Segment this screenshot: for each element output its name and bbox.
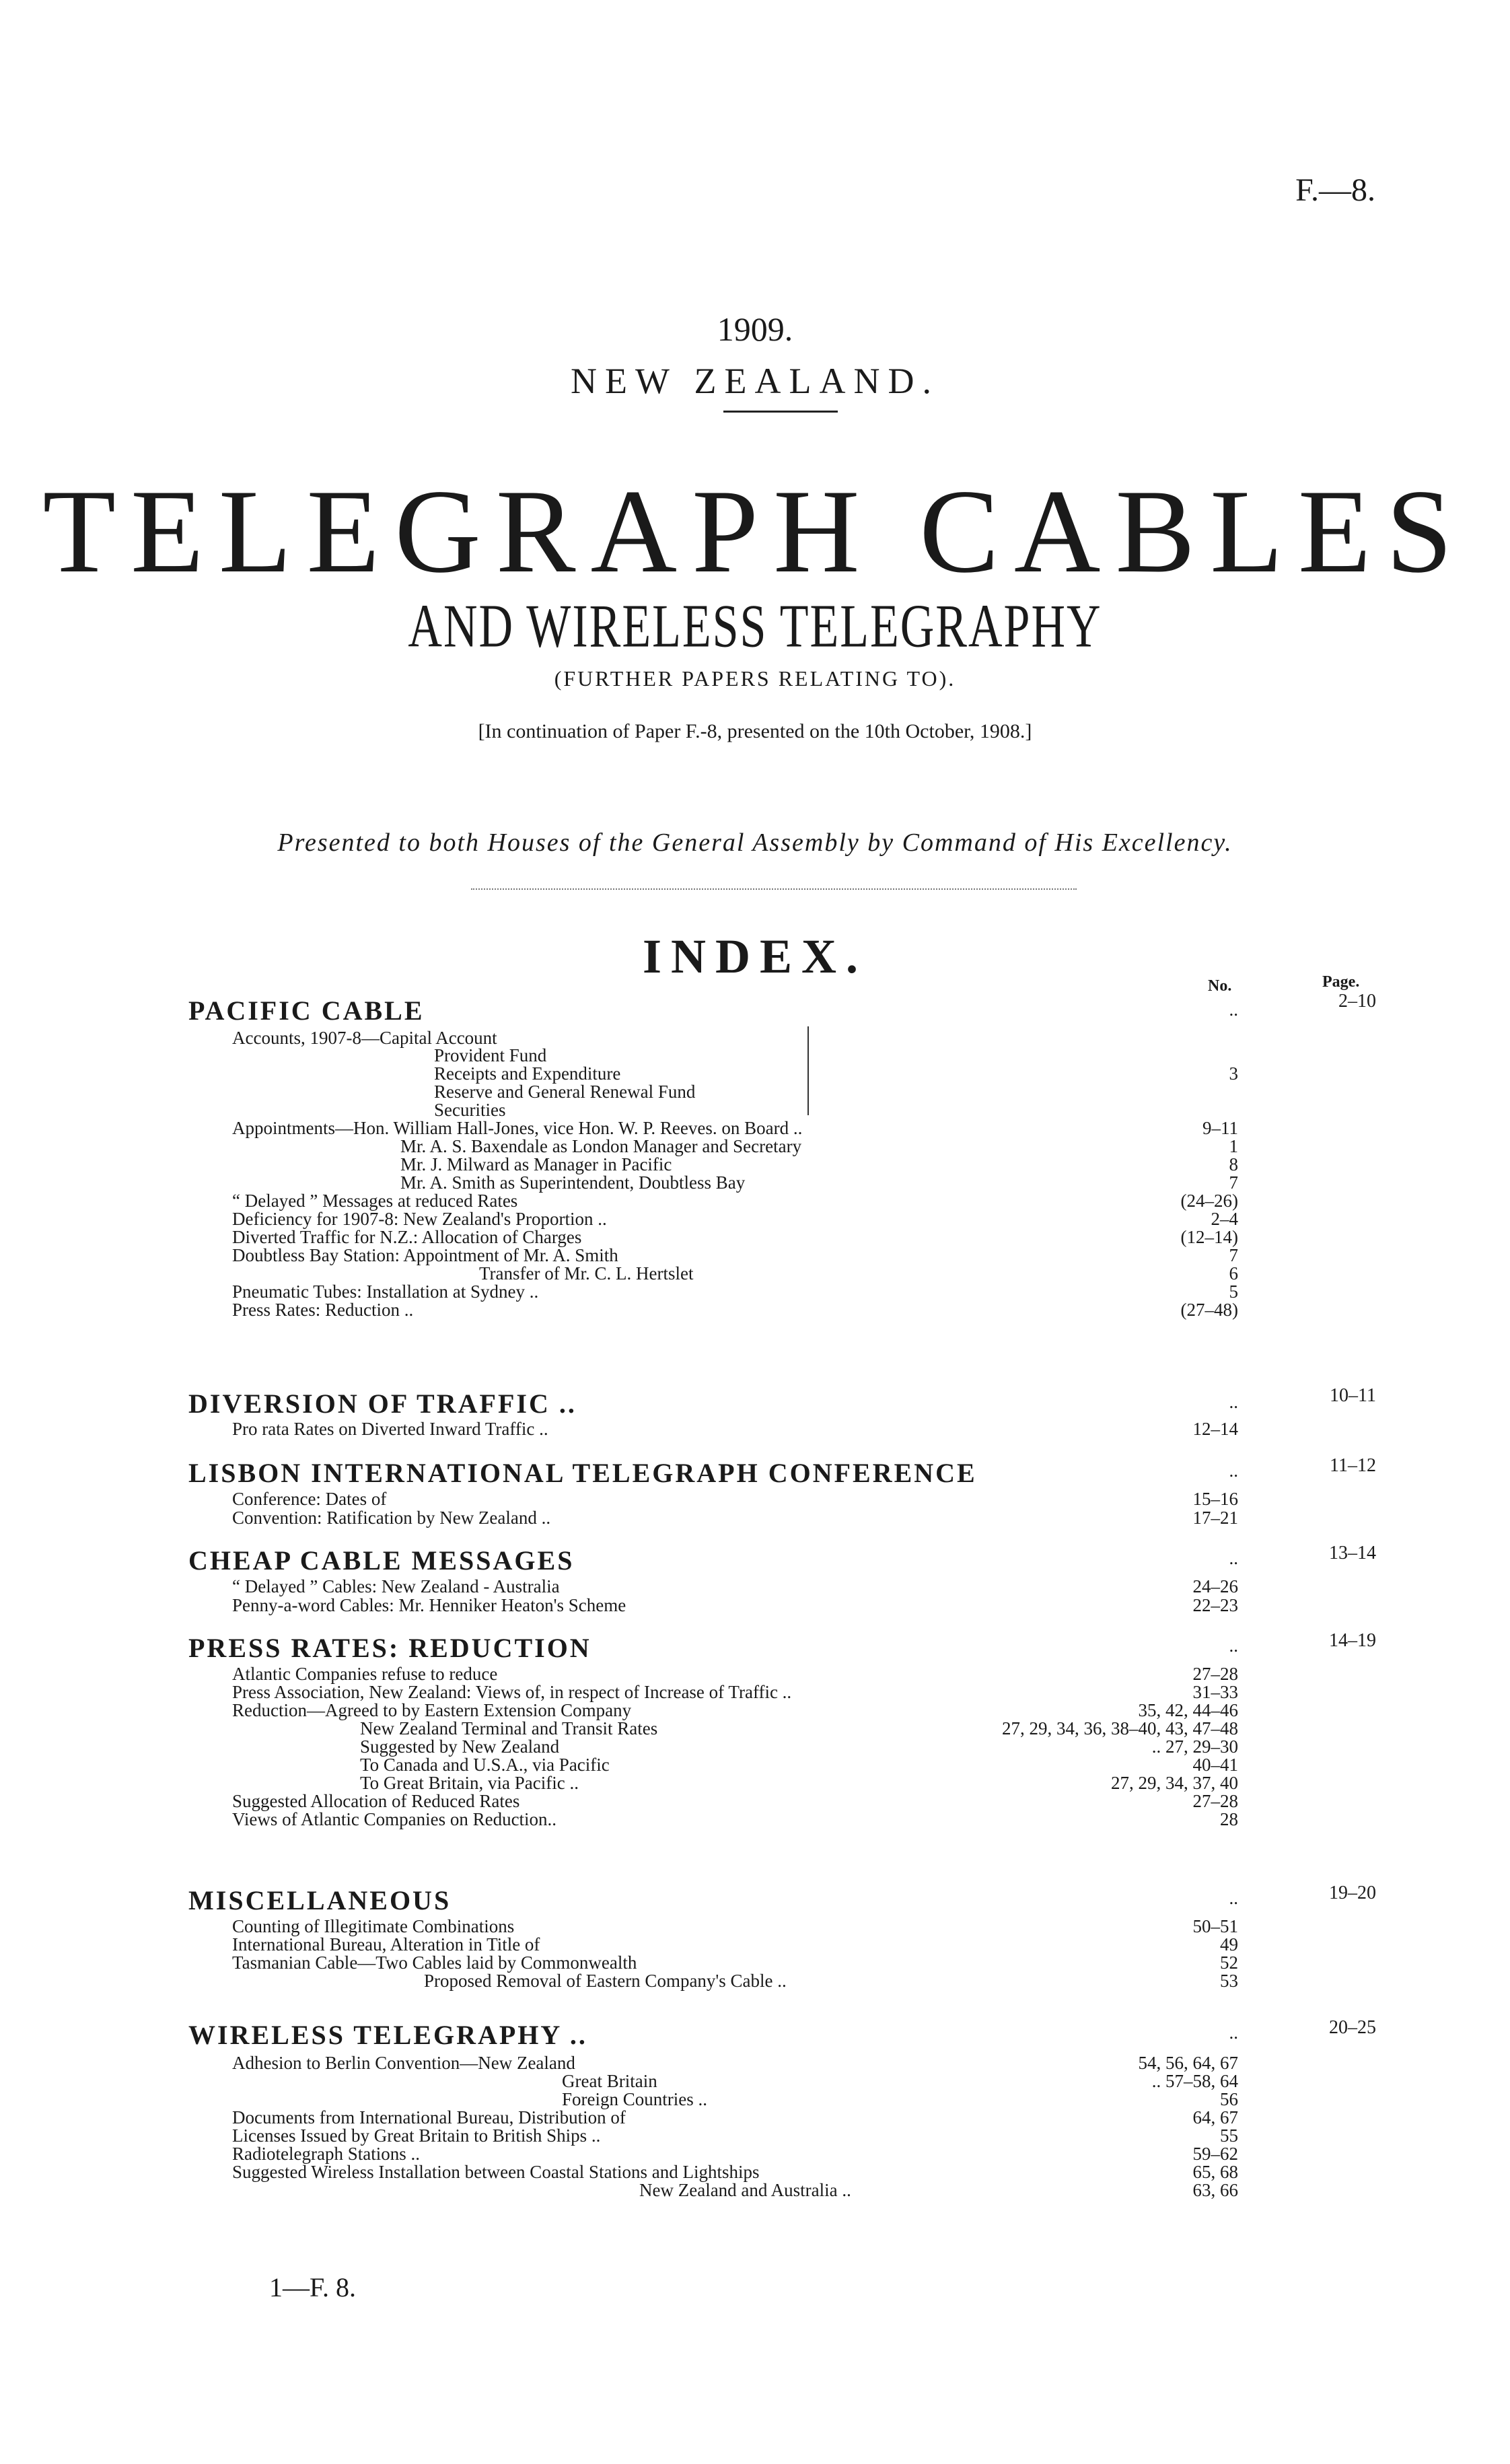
index-entry: Foreign Countries .. — [562, 2089, 707, 2109]
section-page: 13–14 — [1329, 1543, 1376, 1563]
index-entry: Counting of Illegitimate Combinations — [232, 1916, 515, 1936]
entry-no: 56 — [1220, 2089, 1238, 2109]
index-entry: To Great Britain, via Pacific .. — [360, 1773, 579, 1793]
entry-no: 35, 42, 44–46 — [1138, 1700, 1238, 1720]
entry-no: 31–33 — [1192, 1682, 1238, 1702]
page-title: TELEGRAPH CABLES — [42, 464, 1468, 598]
continuation-note: [In continuation of Paper F.-8, presented on the 10th October, 1908.] — [478, 720, 1032, 742]
section-no: .. — [1229, 1548, 1238, 1568]
index-entry: International Bureau, Alteration in Title of — [232, 1934, 540, 1955]
entry-no: 40–41 — [1192, 1755, 1238, 1775]
entry-no: 9–11 — [1202, 1118, 1238, 1138]
section-page: 14–19 — [1329, 1630, 1376, 1651]
entry-no: 3 — [1229, 1063, 1238, 1084]
index-entry: Great Britain — [562, 2071, 657, 2091]
index-entry: Securities — [434, 1100, 506, 1120]
presented-line: Presented to both Houses of the General Assembly by Command of His Excellency. — [277, 829, 1233, 857]
index-entry: Pro rata Rates on Diverted Inward Traffic .. — [232, 1419, 548, 1439]
index-entry: Accounts, 1907-8—Capital Account — [232, 1028, 497, 1048]
index-entry: Press Association, New Zealand: Views of, in respect of Increase of Traffic .. — [232, 1682, 792, 1702]
section-no: .. — [1229, 999, 1238, 1020]
entry-no: (24–26) — [1180, 1191, 1238, 1211]
page-footer: 1—F. 8. — [269, 2272, 357, 2302]
entry-no: 5 — [1229, 1281, 1238, 1302]
index-entry: Reserve and General Renewal Fund — [434, 1082, 696, 1102]
index-entry: Transfer of Mr. C. L. Hertslet — [479, 1263, 694, 1283]
index-entry: Deficiency for 1907-8: New Zealand's Proportion .. — [232, 1209, 607, 1229]
index-entry: Provident Fund — [434, 1045, 547, 1065]
entry-no: 55 — [1220, 2125, 1238, 2146]
entry-no: .. 27, 29–30 — [1151, 1736, 1238, 1757]
entry-no: 54, 56, 64, 67 — [1138, 2053, 1238, 2073]
entry-no: 49 — [1220, 1934, 1238, 1955]
entry-no: 17–21 — [1192, 1508, 1238, 1528]
entry-no: 28 — [1220, 1809, 1238, 1829]
index-entry: Convention: Ratification by New Zealand .. — [232, 1508, 551, 1528]
index-entry: New Zealand and Australia .. — [639, 2180, 851, 2200]
entry-no: 7 — [1229, 1245, 1238, 1265]
divider — [471, 888, 1077, 890]
section-page: 11–12 — [1330, 1455, 1376, 1476]
index-entry: New Zealand Terminal and Transit Rates — [360, 1718, 658, 1738]
index-entry: To Canada and U.S.A., via Pacific — [360, 1755, 610, 1775]
index-entry: Diverted Traffic for N.Z.: Allocation of Charges — [232, 1227, 582, 1247]
section-page: 10–11 — [1330, 1385, 1376, 1406]
index-entry: “ Delayed ” Cables: New Zealand - Australia — [232, 1576, 560, 1596]
entry-no: 12–14 — [1192, 1419, 1238, 1439]
entry-no: 27–28 — [1192, 1664, 1238, 1684]
section-press-rates: PRESS RATES: REDUCTION — [188, 1633, 591, 1663]
section-page: 20–25 — [1329, 2017, 1376, 2038]
index-entry: Radiotelegraph Stations .. — [232, 2144, 420, 2164]
entry-no: 63, 66 — [1192, 2180, 1238, 2200]
section-no: .. — [1229, 1635, 1238, 1656]
entry-no: 64, 67 — [1192, 2107, 1238, 2127]
entry-no: 6 — [1229, 1263, 1238, 1283]
section-wireless: WIRELESS TELEGRAPHY .. — [188, 2020, 587, 2050]
index-entry: Press Rates: Reduction .. — [232, 1300, 414, 1320]
divider — [723, 411, 838, 413]
column-header-page: Page. — [1322, 973, 1360, 991]
section-cheap-cable: CHEAP CABLE MESSAGES — [188, 1545, 575, 1576]
entry-no: 52 — [1220, 1952, 1238, 1973]
entry-no: 24–26 — [1192, 1576, 1238, 1596]
section-diversion: DIVERSION OF TRAFFIC .. — [188, 1388, 577, 1419]
entry-no: 2–4 — [1211, 1209, 1238, 1229]
entry-no: 8 — [1229, 1154, 1238, 1174]
entry-no: .. 57–58, 64 — [1151, 2071, 1238, 2091]
index-entry: Tasmanian Cable—Two Cables laid by Commonwealth — [232, 1952, 637, 1973]
section-no: .. — [1229, 1460, 1238, 1481]
paper-code: F.—8. — [1295, 172, 1375, 208]
entry-no: 1 — [1229, 1136, 1238, 1156]
index-entry: Appointments—Hon. William Hall-Jones, vice Hon. W. P. Reeves. on Board .. — [232, 1118, 803, 1138]
brace — [807, 1026, 818, 1115]
index-entry: Reduction—Agreed to by Eastern Extension Company — [232, 1700, 632, 1720]
entry-no: 27, 29, 34, 36, 38–40, 43, 47–48 — [1002, 1718, 1238, 1738]
column-header-no: No. — [1208, 977, 1232, 995]
index-entry: Adhesion to Berlin Convention—New Zealand — [232, 2053, 575, 2073]
index-entry: Mr. J. Milward as Manager in Pacific — [400, 1154, 672, 1174]
index-entry: Suggested Allocation of Reduced Rates — [232, 1791, 520, 1811]
index-entry: Conference: Dates of — [232, 1489, 387, 1509]
index-entry: Mr. A. Smith as Superintendent, Doubtless Bay — [400, 1172, 746, 1193]
index-entry: Atlantic Companies refuse to reduce — [232, 1664, 498, 1684]
section-lisbon: LISBON INTERNATIONAL TELEGRAPH CONFERENCE — [188, 1458, 977, 1488]
section-page: 2–10 — [1338, 991, 1376, 1012]
entry-no: 53 — [1220, 1971, 1238, 1991]
index-entry: “ Delayed ” Messages at reduced Rates — [232, 1191, 518, 1211]
subtitle: AND WIRELESS TELEGRAPHY — [408, 593, 1102, 661]
entry-no: 27–28 — [1192, 1791, 1238, 1811]
entry-no: (12–14) — [1180, 1227, 1238, 1247]
entry-no: 22–23 — [1192, 1595, 1238, 1615]
entry-no: 65, 68 — [1192, 2162, 1238, 2182]
index-entry: Views of Atlantic Companies on Reduction.. — [232, 1809, 557, 1829]
section-no: .. — [1229, 1888, 1238, 1908]
section-no: .. — [1229, 2022, 1238, 2043]
section-page: 19–20 — [1329, 1882, 1376, 1903]
index-entry: Mr. A. S. Baxendale as London Manager and Secretary — [400, 1136, 802, 1156]
index-entry: Documents from International Bureau, Distribution of — [232, 2107, 626, 2127]
index-entry: Suggested Wireless Installation between Coastal Stations and Lightships — [232, 2162, 760, 2182]
section-no: .. — [1229, 1392, 1238, 1412]
country: NEW ZEALAND. — [571, 361, 939, 401]
index-entry: Pneumatic Tubes: Installation at Sydney .. — [232, 1281, 539, 1302]
entry-no: 15–16 — [1192, 1489, 1238, 1509]
index-entry: Suggested by New Zealand — [360, 1736, 560, 1757]
index-entry: Receipts and Expenditure — [434, 1063, 621, 1084]
entry-no: 59–62 — [1192, 2144, 1238, 2164]
year: 1909. — [717, 310, 793, 348]
index-entry: Licenses Issued by Great Britain to British Ships .. — [232, 2125, 601, 2146]
subtitle-note: (FURTHER PAPERS RELATING TO). — [554, 666, 956, 691]
section-miscellaneous: MISCELLANEOUS — [188, 1885, 452, 1915]
index-entry: Proposed Removal of Eastern Company's Cable .. — [424, 1971, 787, 1991]
index-entry: Doubtless Bay Station: Appointment of Mr. A. Smith — [232, 1245, 618, 1265]
entry-no: 7 — [1229, 1172, 1238, 1193]
index-title: INDEX. — [642, 929, 868, 983]
entry-no: (27–48) — [1180, 1300, 1238, 1320]
entry-no: 27, 29, 34, 37, 40 — [1111, 1773, 1238, 1793]
index-entry: Penny-a-word Cables: Mr. Henniker Heaton's Scheme — [232, 1595, 626, 1615]
section-pacific-cable: PACIFIC CABLE — [188, 995, 425, 1026]
entry-no: 50–51 — [1192, 1916, 1238, 1936]
